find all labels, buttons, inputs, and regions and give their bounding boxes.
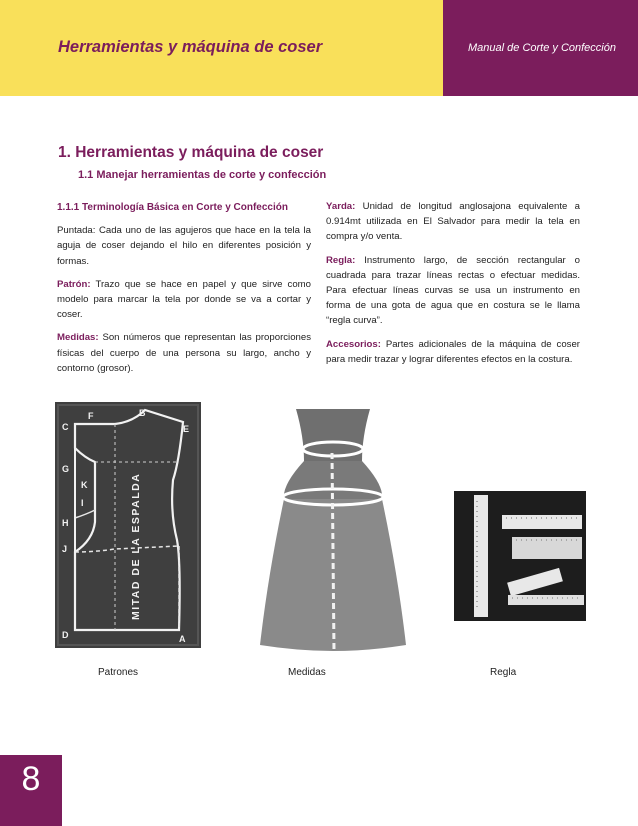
- accesorios-paragraph: [326, 337, 580, 367]
- terminology-heading: 1.1.1 Terminología Básica en Corte y Confección: [57, 202, 288, 213]
- header-title: Herramientas y máquina de coser: [58, 38, 323, 56]
- regla-paragraph: [326, 253, 580, 329]
- right-column: [326, 199, 580, 375]
- pattern-letter: D: [62, 630, 69, 640]
- skirt-drawing: [258, 405, 408, 651]
- puntada-paragraph: Puntada: Cada uno de las agujeros que hace en la tela la aguja de coser dejando el hilo en diferentes posición y formas.: [57, 225, 311, 267]
- accesorios-definition: Partes adicionales de la máquina de coser para medir trazar y lograr diferentes efectos en la costura.: [326, 338, 580, 365]
- regla-term: Regla:: [326, 254, 356, 266]
- caption-patrones: Patrones: [98, 667, 139, 678]
- pattern-figure: [55, 402, 201, 648]
- pattern-letter: A: [179, 634, 186, 644]
- medidas-definition: Son números que representan las proporciones físicas del cuerpo de una persona su largo, ancho y contorno (grosor).: [57, 332, 311, 374]
- yarda-definition: Unidad de longitud anglosajona equivalente a 0.914mt utilizada en El Salvador para medir la tela en compra y/o venta.: [326, 201, 580, 243]
- caption-medidas: Medidas: [288, 667, 326, 678]
- pattern-letter: H: [62, 518, 69, 528]
- yarda-term: Yarda:: [326, 201, 356, 212]
- pattern-letter: I: [81, 498, 84, 508]
- left-column: [57, 200, 311, 384]
- section-title: 1. Herramientas y máquina de coser: [58, 144, 324, 161]
- pattern-letter: F: [88, 411, 94, 421]
- accesorios-term: Accesorios:: [326, 338, 381, 350]
- medidas-term: Medidas:: [57, 332, 99, 344]
- page-number: 8: [21, 760, 41, 798]
- skirt-figure: [258, 405, 408, 651]
- pattern-letter: B: [139, 408, 146, 418]
- patron-term: Patrón:: [57, 278, 91, 290]
- yarda-paragraph: [326, 199, 580, 245]
- section-subtitle: 1.1 Manejar herramientas de corte y confección: [78, 169, 327, 181]
- pattern-letter: E: [183, 424, 190, 434]
- medidas-paragraph: [57, 330, 311, 376]
- manual-title: Manual de Corte y Confección: [468, 42, 616, 54]
- patron-definition: Trazo que se hace en papel y que sirve como modelo para marcar la tela por donde se va a cortar y coser.: [57, 278, 311, 321]
- pattern-letter: J: [62, 544, 68, 554]
- regla-definition: Instrumento largo, de sección rectangular o cuadrada para trazar líneas rectas o efectuar medidas. Para efectuar líneas curvas se usa un instrumento en forma de una gota de agua que en costura se le llama “regla curva”.: [326, 254, 580, 327]
- caption-regla: Regla: [490, 667, 517, 678]
- pattern-letter: C: [62, 422, 69, 432]
- pattern-letter: K: [81, 480, 88, 490]
- pattern-vertical-label: MITAD DE LA ESPALDA: [130, 472, 142, 620]
- rulers-drawing: [454, 491, 586, 621]
- pattern-letter: G: [62, 464, 70, 474]
- patron-paragraph: [57, 277, 311, 323]
- rulers-figure: [454, 491, 586, 621]
- pattern-drawing: [55, 402, 201, 648]
